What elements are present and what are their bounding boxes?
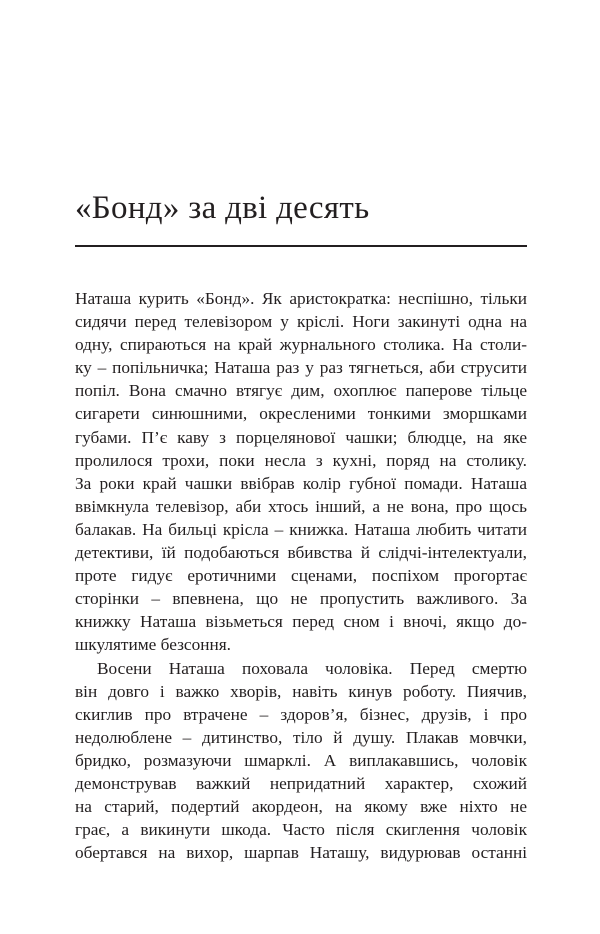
- chapter-body: [75, 287, 527, 864]
- text-line: шкулятиме безсоння.: [75, 635, 231, 655]
- text-line: грає, а викинути шкода. Часто після скиглення чоловік: [75, 820, 527, 840]
- text-line: Наташа курить «Бонд». Як аристократка: неспішно, тільки: [75, 289, 527, 308]
- text-line: ку – попільничка; Наташа раз у раз тягнеться, аби струсити: [75, 358, 527, 378]
- text-line: на старий, подертий акордеон, на якому вже ніхто не: [75, 797, 527, 817]
- text-line: пролилося трохи, поки несла з кухні, поряд на столику.: [75, 450, 527, 470]
- chapter-title: «Бонд» за дві десять: [75, 190, 370, 226]
- text-line: сигарети синюшними, окресленими тонкими зморшками: [75, 404, 527, 424]
- text-line: скиглив про втрачене – здоров’я, бізнес, друзів, і про: [75, 704, 527, 724]
- text-line: сидячи перед телевізором у кріслі. Ноги закинуті одна на: [75, 312, 527, 332]
- text-line: попіл. Вона смачно втягує дим, охоплює паперове тільце: [75, 381, 527, 401]
- text-line: обертався на вихор, шарпав Наташу, видурював останні: [75, 843, 527, 863]
- text-line: детективи, їй подобаються вбивства й слідчі-інтелектуали,: [75, 543, 527, 563]
- text-line: недолюблене – дитинство, тіло й душу. Плакав мовчки,: [75, 727, 527, 747]
- text-line: сторінки – впевнена, що не пропустить важливого. За: [75, 589, 527, 609]
- text-line: книжку Наташа візьметься перед сном і вночі, якщо до-: [75, 612, 527, 632]
- text-line: демонстрував важкий непридатний характер, схожий: [75, 773, 527, 793]
- text-line: проте гидує еротичними сценами, поспіхом прогортає: [75, 566, 527, 586]
- text-line: він довго і важко хворів, навіть кинув роботу. Пиячив,: [75, 681, 527, 701]
- text-line: балакав. На бильці крісла – книжка. Наташа любить читати: [75, 519, 527, 539]
- text-line: ввімкнула телевізор, аби хтось інший, а не вона, про щось: [75, 496, 527, 516]
- text-line: бридко, розмазуючи шмарклі. А виплакавшись, чоловік: [75, 750, 527, 770]
- text-line: Восени Наташа поховала чоловіка. Перед смертю: [97, 658, 527, 678]
- text-line: За роки край чашки ввібрав колір губної помади. Наташа: [75, 473, 527, 493]
- title-divider: [75, 245, 527, 247]
- text-line: губами. П’є каву з порцелянової чашки; блюдце, на яке: [75, 427, 527, 447]
- text-line: одну, спираються на край журнального столика. На столи-: [75, 335, 527, 355]
